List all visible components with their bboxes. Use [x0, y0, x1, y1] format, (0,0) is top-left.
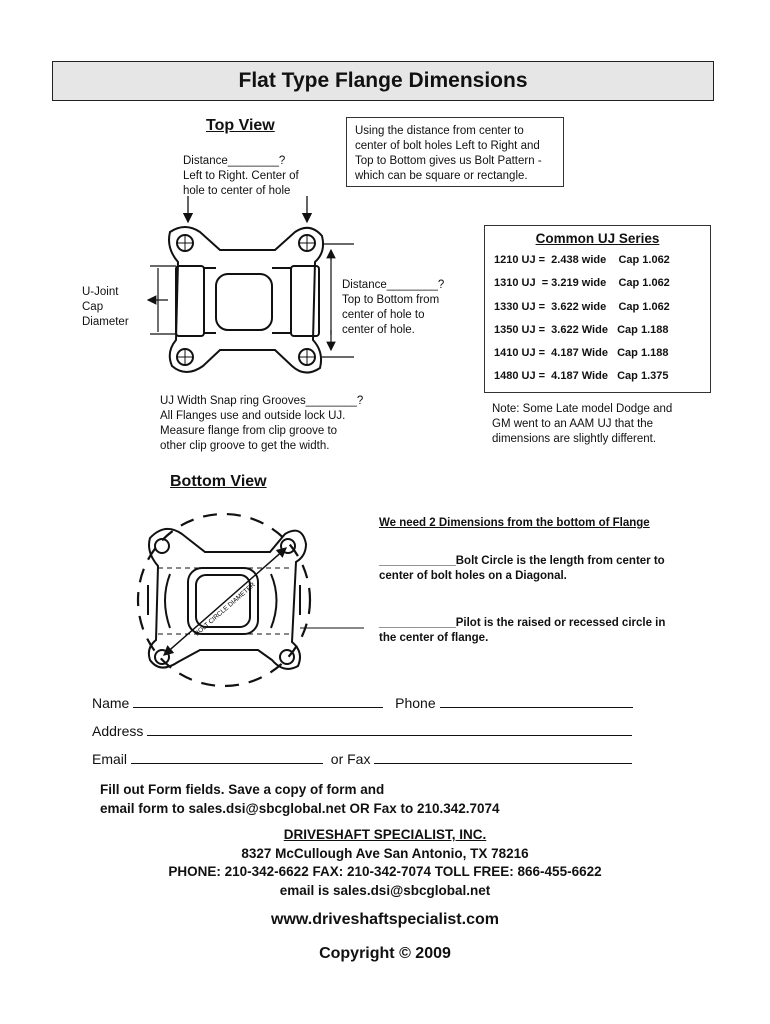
text-line: Left to Right. Center of: [183, 170, 299, 182]
text-line: All Flanges use and outside lock UJ.: [160, 410, 346, 422]
email-field[interactable]: [131, 751, 323, 764]
uj-row: 1210 UJ = 2.438 wide Cap 1.062: [494, 254, 670, 266]
name-label: Name: [92, 695, 130, 711]
text-line: ____________Pilot is the raised or recessed circle in: [379, 617, 666, 629]
form-row-name-phone: [92, 695, 652, 711]
uj-row: 1480 UJ = 4.187 Wide Cap 1.375: [494, 370, 669, 383]
text-line: the center of flange.: [379, 632, 489, 644]
company-info: [0, 826, 770, 900]
uj-row: 1350 UJ = 3.622 Wide Cap 1.188: [494, 323, 669, 336]
company-phones: PHONE: 210-342-6622 FAX: 210-342-7074 TOLL FREE: 866-455-6622: [168, 864, 602, 879]
phone-label: Phone: [395, 695, 436, 711]
company-address: 8327 McCullough Ave San Antonio, TX 78216: [241, 845, 529, 861]
copyright: Copyright © 2009: [319, 945, 451, 962]
text-line: center of hole.: [342, 324, 415, 336]
name-field[interactable]: [133, 695, 383, 708]
text-line: center of hole to: [342, 309, 425, 321]
address-label: Address: [92, 723, 144, 739]
uj-row: 1330 UJ = 3.622 wide Cap 1.062: [494, 300, 670, 313]
text-line: Note: Some Late model Dodge and: [492, 403, 673, 415]
bottom-view-flange-drawing: [138, 514, 310, 686]
fax-label: or Fax: [330, 751, 371, 767]
text-line: center of bolt holes Left to Right and: [355, 140, 540, 152]
phone-field[interactable]: [440, 695, 633, 708]
text-line: GM went to an AAM UJ that the: [492, 418, 654, 430]
text-line: which can be square or rectangle.: [355, 170, 528, 182]
common-uj-title: Common UJ Series: [535, 231, 660, 246]
fax-field[interactable]: [374, 751, 632, 764]
text-line: Top to Bottom gives us Bolt Pattern -: [355, 155, 542, 167]
text-line: Measure flange from clip groove to: [160, 425, 338, 437]
text-line: Distance________?: [183, 155, 286, 167]
text-line: UJ Width Snap ring Grooves________?: [160, 395, 364, 407]
text-line: center of bolt holes on a Diagonal.: [379, 570, 567, 582]
bottom-view-heading: Bottom View: [170, 473, 267, 490]
uj-row: 1310 UJ = 3.219 wide Cap 1.062: [494, 277, 670, 290]
company-name: DRIVESHAFT SPECIALIST, INC.: [283, 827, 487, 842]
text-line: other clip groove to get the width.: [160, 440, 330, 452]
text-line: ____________Bolt Circle is the length from center to: [379, 555, 665, 567]
text-line: Diameter: [82, 316, 129, 328]
top-view-heading: Top View: [206, 117, 275, 134]
text-line: Using the distance from center to: [355, 125, 524, 137]
bolt-circle-diameter-label: BOLT CIRCLE DIAMETER: [193, 581, 257, 638]
text-line: Cap: [82, 301, 104, 313]
uj-row: 1410 UJ = 4.187 Wide Cap 1.188: [494, 347, 669, 360]
company-email: email is sales.dsi@sbcglobal.net: [279, 882, 491, 898]
email-label: Email: [92, 751, 128, 767]
text-line: Top to Bottom from: [342, 294, 440, 306]
text-line: hole to center of hole: [183, 185, 291, 197]
top-view-flange-drawing: [169, 227, 323, 373]
text-line: email form to sales.dsi@sbcglobal.net OR Fax to 210.342.7074: [100, 801, 500, 816]
form-row-email-fax: [92, 751, 652, 767]
form-row-address: [92, 723, 652, 739]
instructions: [100, 780, 500, 818]
page-title: Flat Type Flange Dimensions: [238, 69, 528, 92]
text-line: dimensions are slightly different.: [492, 433, 657, 445]
need-dimensions-text: We need 2 Dimensions from the bottom of Flange: [379, 517, 650, 529]
text-line: Fill out Form fields. Save a copy of form and: [100, 782, 385, 797]
address-field[interactable]: [147, 723, 632, 736]
text-line: U-Joint: [82, 286, 119, 298]
text-line: Distance________?: [342, 279, 445, 291]
website-link[interactable]: www.driveshaftspecialist.com: [271, 911, 499, 928]
